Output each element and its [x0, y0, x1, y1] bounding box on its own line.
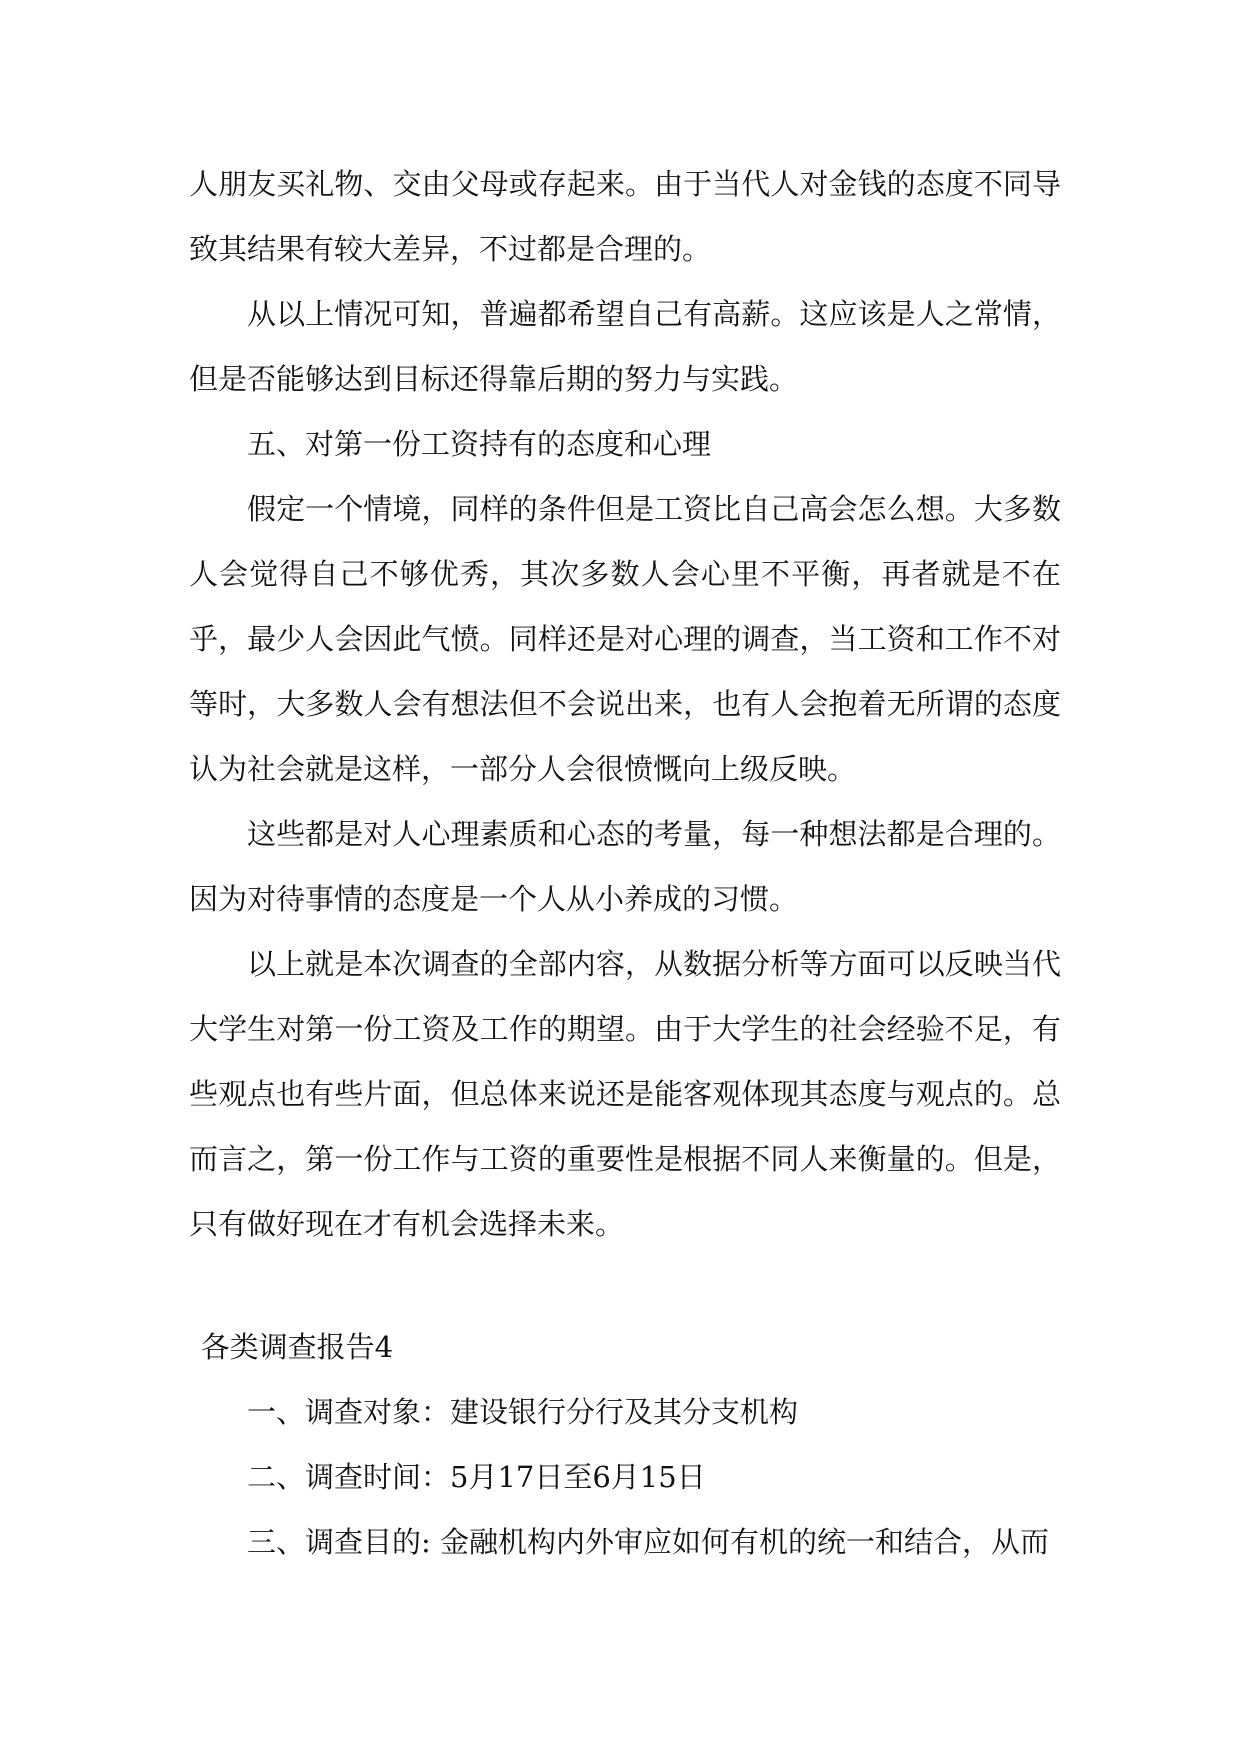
paragraph-continued: 人朋友买礼物、交由父母或存起来。由于当代人对金钱的态度不同导致其结果有较大差异，不过都是合理的。 — [189, 167, 1061, 266]
survey-purpose-item: 三、调查目的: 金融机构内外审应如何有机的统一和结合，从而 — [247, 1525, 1049, 1559]
survey-subject-item: 一、调查对象：建设银行分行及其分支机构 — [247, 1395, 799, 1429]
paragraph-conclusion: 以上就是本次调查的全部内容，从数据分析等方面可以反映当代大学生对第一份工资及工作的期望。由于大学生的社会经验不足，有些观点也有些片面，但总体来说还是能客观体现其态度与观点的。总而言之，第一份工作与工资的重要性是根据不同人来衡量的。但是，只有做好现在才有机会选择未来。 — [189, 947, 1061, 1241]
paragraph-scenario: 假定一个情境，同样的条件但是工资比自己高会怎么想。大多数人会觉得自己不够优秀，其次多数人会心里不平衡，再者就是不在乎，最少人会因此气愤。同样还是对心理的调查，当工资和工作不对等时，大多数人会有想法但不会说出来，也有人会抱着无所谓的态度认为社会就是这样，一部分人会很愤慨向上级反映。 — [189, 492, 1061, 786]
paragraph-psychology: 这些都是对人心理素质和心态的考量，每一种想法都是合理的。因为对待事情的态度是一个人从小养成的习惯。 — [189, 817, 1061, 916]
paragraph-salary-expectation: 从以上情况可知，普遍都希望自己有高薪。这应该是人之常情，但是否能够达到目标还得靠后期的努力与实践。 — [189, 297, 1061, 396]
report-body-part-1 — [189, 152, 1061, 1257]
survey-time-item: 二、调查时间：5月17日至6月15日 — [247, 1460, 706, 1494]
section-heading-five: 五、对第一份工资持有的态度和心理 — [247, 427, 712, 461]
report-body-part-2 — [189, 1315, 1061, 1575]
report-title: 各类调查报告4 — [200, 1330, 394, 1364]
